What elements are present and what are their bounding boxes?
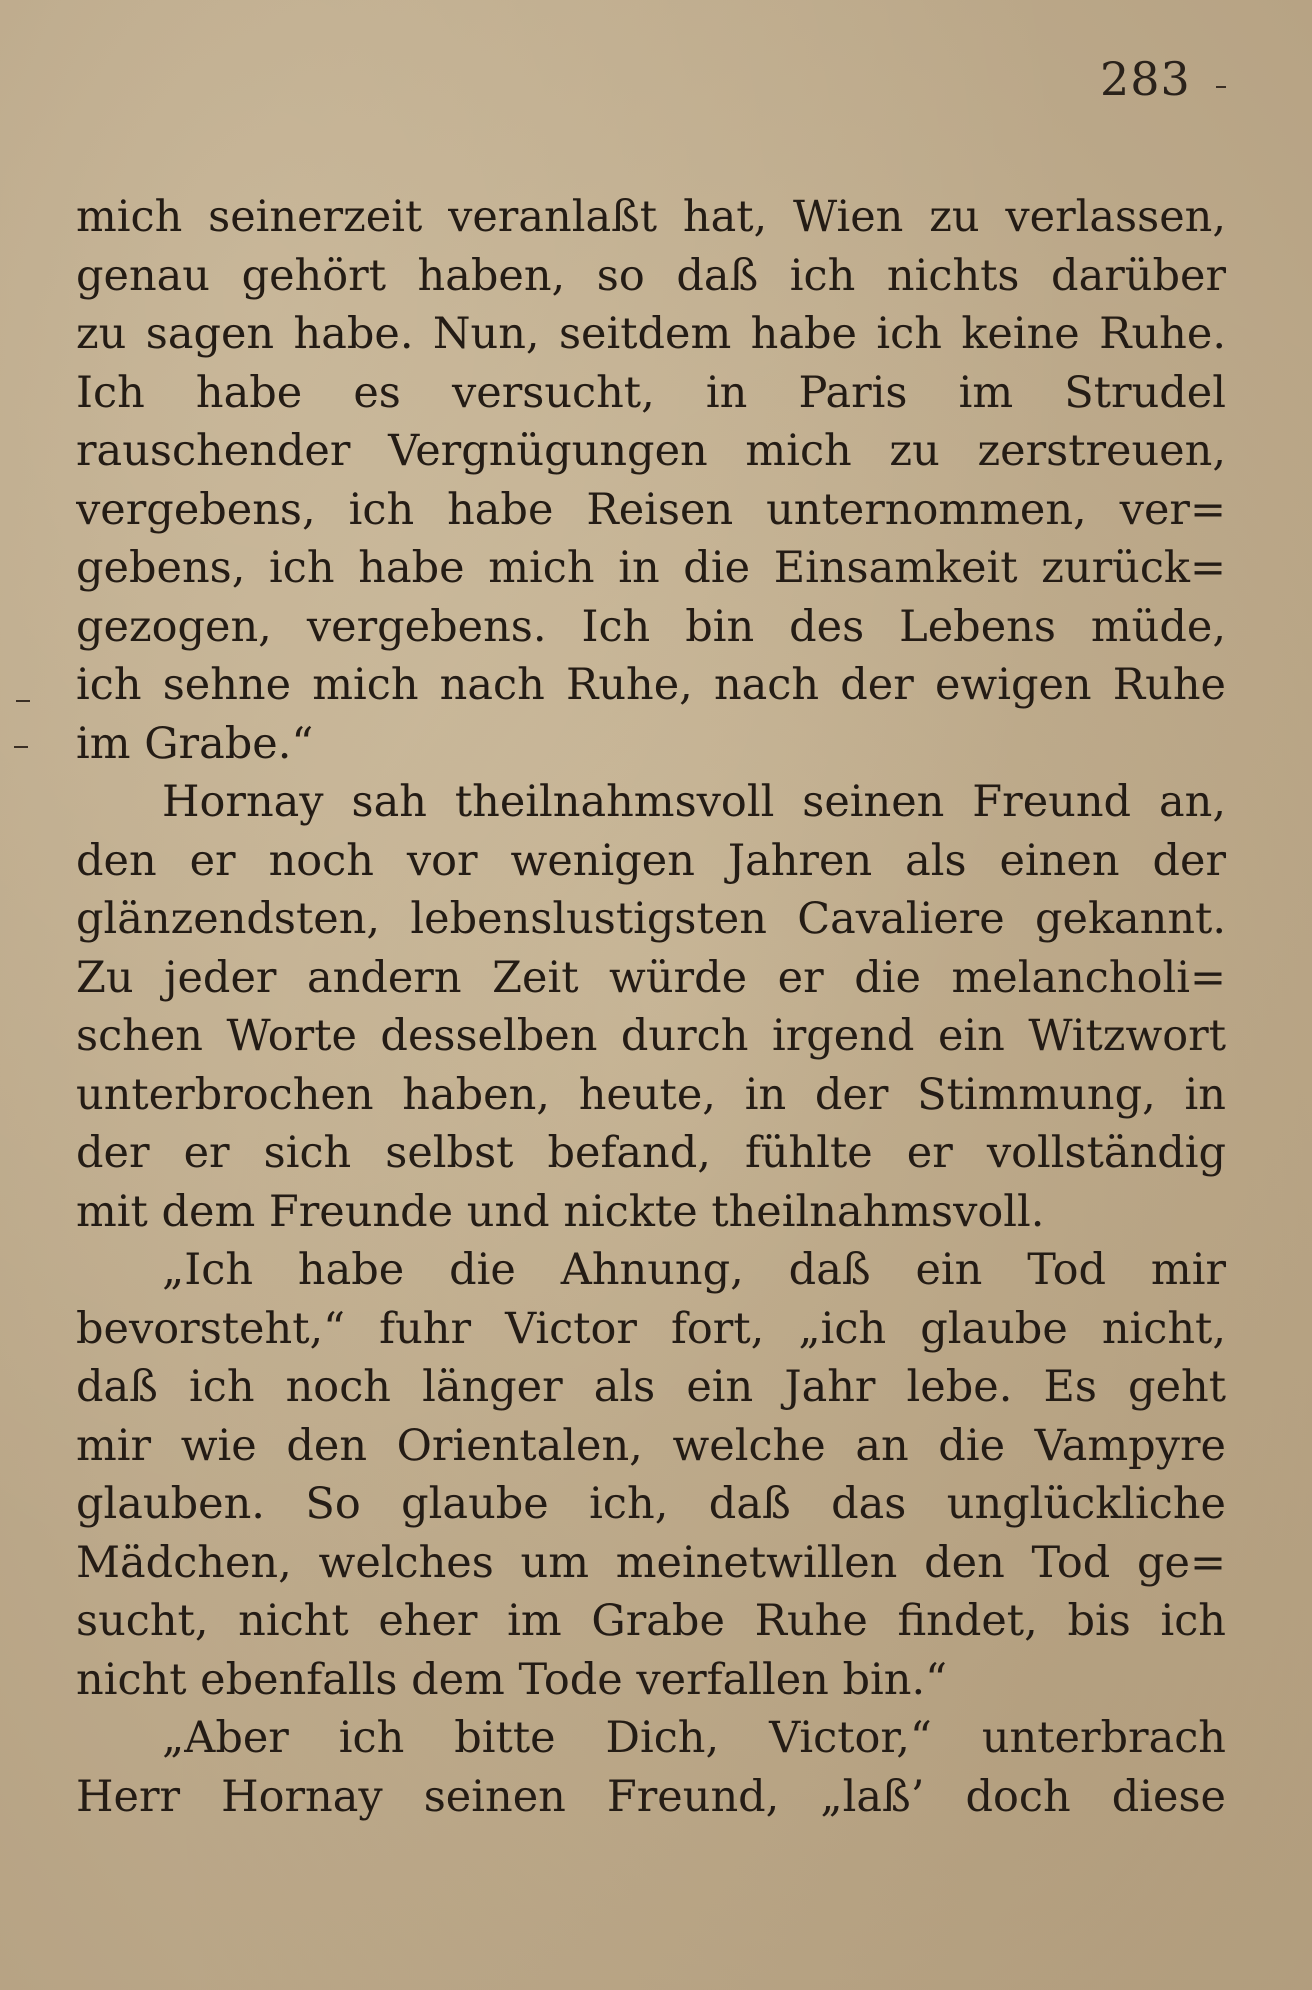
text-line: Zu jeder andern Zeit würde er die melancholi=	[76, 952, 1226, 1003]
text-line: schen Worte desselben durch irgend ein Witzwort	[76, 1011, 1226, 1061]
text-line: ich sehne mich nach Ruhe, nach der ewigen Ruhe	[76, 660, 1226, 710]
text-line: rauschender Vergnügungen mich zu zerstreuen,	[76, 426, 1226, 476]
text-line: im Grabe.“	[76, 718, 314, 769]
text-line: der er sich selbst befand, fühlte er vollständig	[76, 1128, 1226, 1178]
margin-mark	[16, 700, 30, 702]
text-line: „Ich habe die Ahnung, daß ein Tod mir	[162, 1245, 1226, 1295]
body-text	[76, 188, 1226, 1826]
text-line: nicht ebenfalls dem Tode verfallen bin.“	[76, 1654, 948, 1705]
text-line: genau gehört haben, so daß ich nichts darüber	[76, 250, 1226, 301]
page-number: 283	[1100, 52, 1191, 106]
text-line: Hornay sah theilnahmsvoll seinen Freund an,	[162, 777, 1226, 827]
text-line: glänzendsten, lebenslustigsten Cavaliere gekannt.	[76, 894, 1226, 944]
text-line: mit dem Freunde und nickte theilnahmsvoll.	[76, 1186, 1045, 1237]
text-line: den er noch vor wenigen Jahren als einen der	[76, 835, 1226, 886]
text-line: glauben. So glaube ich, daß das unglückliche	[76, 1479, 1226, 1529]
text-line: „Aber ich bitte Dich, Victor,“ unterbrach	[162, 1713, 1226, 1763]
text-line: bevorsteht,“ fuhr Victor fort, „ich glaube nicht,	[76, 1303, 1226, 1354]
text-line: gebens, ich habe mich in die Einsamkeit zurück=	[76, 543, 1226, 593]
margin-mark	[1216, 86, 1226, 88]
text-line: Ich habe es versucht, in Paris im Strudel	[76, 367, 1226, 418]
text-line: daß ich noch länger als ein Jahr lebe. Es geht	[76, 1362, 1226, 1412]
margin-mark	[14, 746, 28, 748]
text-line: gezogen, vergebens. Ich bin des Lebens müde,	[76, 601, 1226, 652]
text-line: vergebens, ich habe Reisen unternommen, ver=	[76, 484, 1226, 535]
text-line: Herr Hornay seinen Freund, „laß’ doch diese	[76, 1771, 1226, 1822]
text-line: Mädchen, welches um meinetwillen den Tod ge=	[76, 1537, 1226, 1588]
text-line: sucht, nicht eher im Grabe Ruhe findet, bis ich	[76, 1596, 1226, 1646]
text-line: zu sagen habe. Nun, seitdem habe ich keine Ruhe.	[76, 309, 1226, 359]
text-line: mir wie den Orientalen, welche an die Vampyre	[76, 1420, 1226, 1471]
text-line: mich seinerzeit veranlaßt hat, Wien zu verlassen,	[76, 192, 1226, 242]
text-line: unterbrochen haben, heute, in der Stimmung, in	[76, 1069, 1226, 1120]
